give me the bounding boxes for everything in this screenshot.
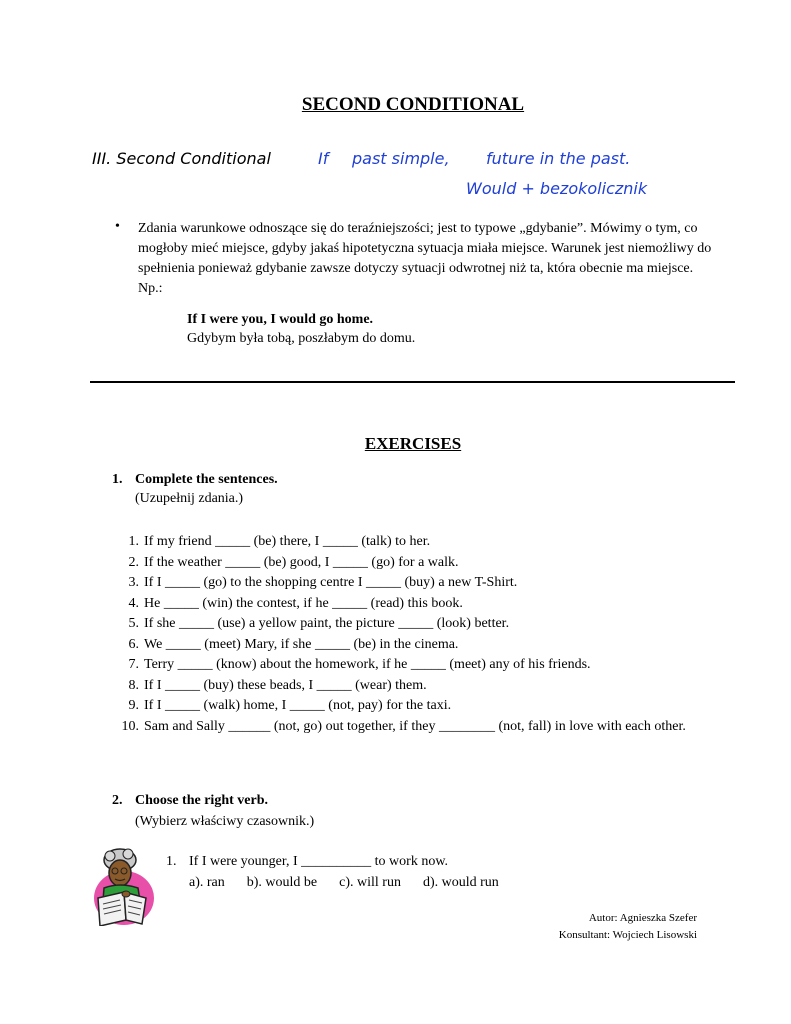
example-polish: Gdybym była tobą, poszłabym do domu.	[187, 331, 416, 346]
item-number: 4.	[128, 595, 139, 611]
exercise1-list	[112, 532, 709, 737]
item-text: If I _____ (walk) home, I _____ (not, pay) for the taxi.	[144, 698, 452, 713]
item-text: Sam and Sally ______ (not, go) out together, if they ________ (not, fall) in love with each other.	[144, 718, 686, 734]
answer-options	[189, 875, 521, 891]
list-item	[112, 696, 709, 717]
item-number: 3.	[128, 575, 139, 590]
consultant-credit: Konsultant: Wojciech Lisowski	[558, 929, 697, 941]
item-number: 5.	[128, 616, 139, 631]
item-text: If my friend _____ (be) there, I _____ (talk) to her.	[144, 534, 431, 549]
list-item	[112, 655, 709, 676]
credits	[559, 910, 697, 944]
item-text: If I _____ (buy) these beads, I _____ (wear) them.	[144, 677, 427, 693]
item-number: 1.	[128, 534, 139, 549]
question1-number: 1.	[166, 854, 177, 869]
author-credit: Autor: Agnieszka Szefer	[588, 912, 697, 924]
exercise2-number: 2.	[112, 793, 123, 808]
exercise1-number: 1.	[112, 472, 123, 487]
formula-past-simple: past simple,	[352, 149, 450, 168]
item-text: Terry _____ (know) about the homework, if he _____ (meet) any of his friends.	[144, 657, 591, 672]
list-item	[112, 717, 709, 738]
intro-paragraph: Zdania warunkowe odnoszące się do teraźniejszości; jest to typowe „gdybanie”. Mówimy o tym, co mogłoby mieć miejsce, gdyby jakaś hipotetyczna sytuacja miała miejsce. Warunek jest niemożliwy do spełnienia ponieważ gdybanie zawsze dotyczy sytuacji odwrotnej niż ta, która obecnie ma miejsce. Np.:	[138, 221, 712, 296]
item-text: If I _____ (go) to the shopping centre I _____ (buy) a new T-Shirt.	[144, 575, 518, 590]
item-text: If the weather _____ (be) good, I _____ (go) for a walk.	[144, 554, 459, 570]
item-number: 8.	[128, 677, 139, 693]
item-text: He _____ (win) the contest, if he _____ (read) this book.	[144, 595, 463, 611]
item-number: 7.	[128, 657, 139, 672]
exercise2-title: Choose the right verb.	[135, 793, 268, 808]
example-english: If I were you, I would go home.	[187, 312, 374, 327]
item-number: 6.	[128, 636, 139, 652]
formula-future: future in the past.	[486, 149, 631, 168]
item-number: 9.	[128, 698, 139, 713]
list-item	[112, 594, 709, 615]
exercise2-subtitle: (Wybierz właściwy czasownik.)	[135, 814, 315, 829]
list-item	[112, 532, 709, 553]
item-text: We _____ (meet) Mary, if she _____ (be) in the cinema.	[144, 636, 459, 652]
page-title: SECOND CONDITIONAL	[301, 94, 525, 115]
divider	[90, 381, 735, 383]
list-item	[112, 676, 709, 697]
question1-text: If I were younger, I __________ to work now.	[189, 854, 449, 869]
exercises-heading: EXERCISES	[364, 434, 462, 453]
option-b: b). would be	[246, 875, 318, 890]
option-d: d). would run	[422, 875, 499, 890]
item-number: 2.	[128, 554, 139, 570]
option-a: a). ran	[189, 875, 225, 890]
formula-if: If	[318, 149, 329, 168]
list-item	[112, 635, 709, 656]
exercise1-subtitle: (Uzupełnij zdania.)	[135, 491, 244, 506]
exercise1-title: Complete the sentences.	[135, 472, 278, 487]
grandmother-reading-icon	[90, 848, 156, 926]
bullet-icon: •	[115, 219, 120, 234]
list-item	[112, 573, 709, 594]
section-label: III. Second Conditional	[92, 149, 271, 168]
item-number: 10.	[121, 718, 139, 734]
list-item	[112, 553, 709, 574]
option-c: c). will run	[339, 875, 401, 890]
item-text: If she _____ (use) a yellow paint, the picture _____ (look) better.	[144, 616, 510, 631]
formula-would: Would + bezokolicznik	[466, 179, 648, 198]
list-item	[112, 614, 709, 635]
